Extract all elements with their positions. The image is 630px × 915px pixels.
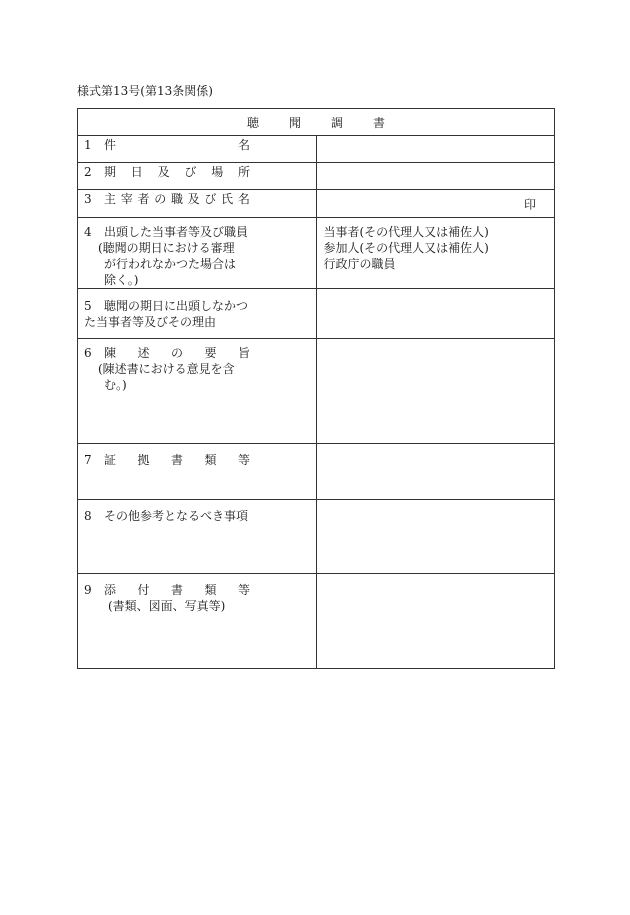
date-place-field[interactable] [316,163,555,190]
hearing-record-table [77,108,555,669]
label-cell [78,574,317,669]
row-note: (書類、図面、写真等) [108,599,226,613]
row-label-line: た当事者等及びその理由 [84,315,217,329]
party-list [317,218,555,272]
row-label: 出頭した当事者等及び職員 [104,225,249,239]
row-number: 8 [84,509,92,523]
absentees-field[interactable] [316,289,555,339]
label-cell [78,190,317,218]
row-label: 証 拠 書 類 等 [104,453,250,467]
label-cell [78,500,317,574]
row-number: 4 [84,225,92,239]
label-cell [78,218,317,289]
attendees-field[interactable] [316,218,555,289]
row-label-line: 聴聞の期日に出頭しなかつ [104,299,249,313]
row-statement-summary [78,339,555,444]
case-name-field[interactable] [316,136,555,163]
party-item: 参加人(その代理人又は補佐人) [323,241,489,255]
row-label: 期 日 及 び 場 所 [104,165,250,179]
row-label: 陳 述 の 要 旨 [104,346,250,360]
party-item: 行政庁の職員 [323,257,396,271]
row-note: (聴聞の期日における審理 が行われなかつた場合は 除く。) [98,241,237,287]
row-number: 3 [84,191,92,206]
row-number: 2 [84,164,92,179]
evidence-field[interactable] [316,444,555,500]
row-label: その他参考となるべき事項 [104,509,249,523]
row-number: 9 [84,583,92,597]
seal-mark: 印 [523,197,536,211]
label-cell [78,339,317,444]
presiding-officer-field[interactable] [316,190,555,218]
row-absentees [78,289,555,339]
row-date-place [78,163,555,190]
row-number: 7 [84,453,92,467]
label-cell [78,289,317,339]
row-number: 6 [84,346,92,360]
row-label: 件 名 [104,138,250,152]
row-other-reference [78,500,555,574]
row-case-name [78,136,555,163]
statement-summary-field[interactable] [316,339,555,444]
row-number: 5 [84,299,92,313]
form-number: 様式第13号(第13条関係) [77,84,213,98]
other-reference-field[interactable] [316,500,555,574]
party-item: 当事者(その代理人又は補佐人) [323,225,489,239]
row-number: 1 [84,137,92,152]
label-cell [78,444,317,500]
attachments-field[interactable] [316,574,555,669]
row-presiding-officer [78,190,555,218]
row-evidence [78,444,555,500]
row-label: 添 付 書 類 等 [104,583,250,597]
label-cell [78,163,317,190]
row-label: 主 宰 者 の 職 及 び 氏 名 [104,192,250,206]
title-cell [78,109,555,136]
row-note: (陳述書における意見を含 む。) [98,362,235,392]
row-attachments [78,574,555,669]
document-title: 聴聞調書 [246,115,415,130]
label-cell [78,136,317,163]
row-attendees [78,218,555,289]
